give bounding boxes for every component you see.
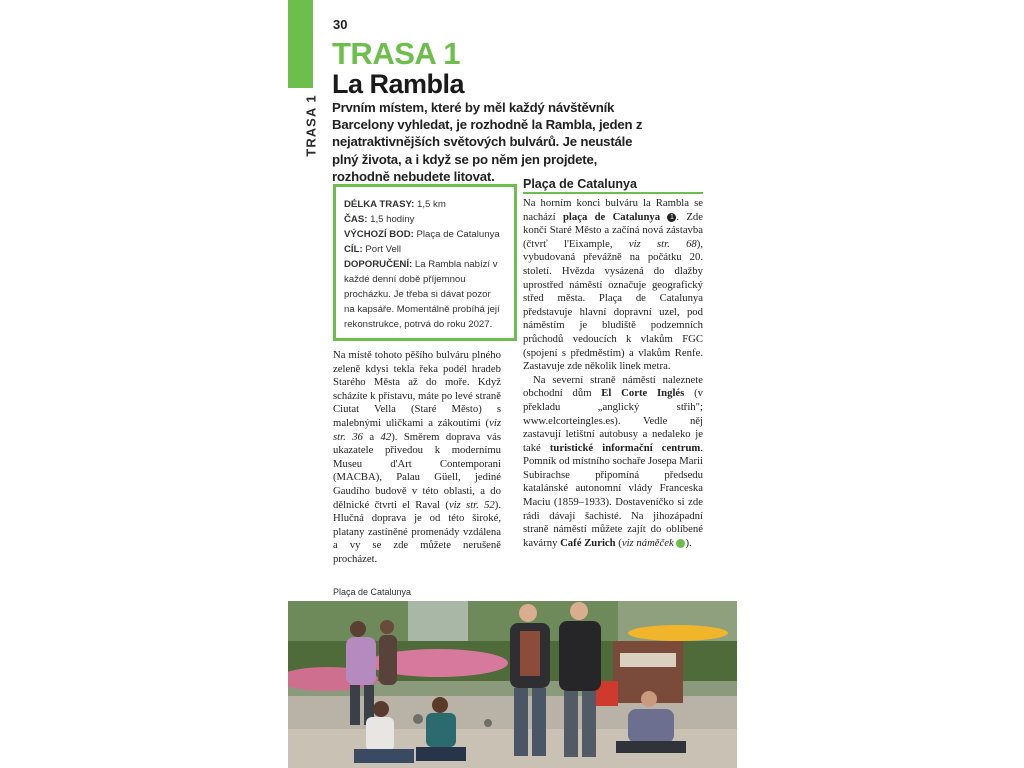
- left-column-text: [333, 349, 501, 567]
- plaza-photo: [288, 601, 737, 768]
- section-paragraph-1: Na horním konci bulváru la Rambla se nachází plaça de Catalunya 1 . Zde končí Staré Město a začíná nová zástavba (čtvrť l'Eixample, viz str. 68), vybudovaná převážně na počátku 20. století. Hvězda vysázená do dlažby uprostřed náměstí označuje geografický střed města. Plaça de Catalunya představuje hlavní dopravní uzel, pod náměstím je bludiště podzemních průchodů vedoucích k vlakům FGC (spojení s předměstím) a vlakům Renfe. Zastavuje zde několik linek metra.: [523, 197, 703, 373]
- chapter-tab: [288, 0, 313, 88]
- section-heading: Plaça de Catalunya: [523, 177, 703, 194]
- route-info-box: [333, 184, 517, 341]
- info-tip: DOPORUČENÍ: La Rambla nabízí v každé denní době příjemnou procházku. Je třeba si dávat pozor na kapsáře. Momentálně probíhá její rekonstrukce, potrvá do roku 2027.: [344, 259, 500, 330]
- left-paragraph: Na místě tohoto pěšího bulváru plného zeleně kdysi tekla řeka podél hradeb Starého Města až do moře. Když scházíte k přístavu, máte po levé straně Ciutat Vella (Staré Město) s malebnými uličkami a zákoutími (viz str. 36 a 42). Směrem doprava vás ukazatele přivedou k modernímu Museu d'Art Contemporani (MACBA), Palau Güell, jediné Gaudího budově v této oblasti, a do dělnické čtvrti el Raval (viz str. 52). Hlučná doprava je od této široké, platany zastíněné promenády vzdálena a vy se zde můžete nerušeně procházet.: [333, 349, 502, 565]
- right-column-text: [523, 197, 703, 550]
- page-number: 30: [333, 17, 348, 32]
- route-number: TRASA 1: [332, 36, 460, 71]
- section-paragraph-2: Na severní straně náměstí naleznete obchodní dům El Corte Inglés (v překladu „anglický střih"; www.elcorteingles.es). Vedle něj zastavují letištní autobusy a nedaleko je také turistické informační centrum. Pomník od místního sochaře Josepa Marii Subirachse připomíná předsedu katalánské autonomní vlády Franceska Maciu (1859–1933). Dostaveníčko si zde rádi dávají šachisté. Na jihozápadní straně náměstí můžete zajít do oblíbené kavárny Café Zurich (viz náměček ).: [523, 373, 704, 549]
- lead-paragraph: Prvním místem, které by měl každý návštěvník Barcelony vyhledat, je rozhodně la Rambla, jeden z nejatraktivnějších světových bulvárů. Je neustále plný života, a i když se po něm jen projdete, rozhodně nebudete litovat.: [332, 100, 643, 184]
- photo-caption: Plaça de Catalunya: [333, 587, 412, 597]
- info-length: DÉLKA TRASY: 1,5 km: [344, 199, 446, 210]
- info-start: VÝCHOZÍ BOD: Plaça de Catalunya: [344, 229, 500, 240]
- side-label: TRASA 1: [303, 94, 319, 157]
- info-end: CÍL: Port Vell: [344, 244, 402, 255]
- route-title: La Rambla: [332, 69, 465, 99]
- info-time: ČAS: 1,5 hodiny: [344, 214, 415, 225]
- map-marker-1-icon: 1: [667, 213, 676, 222]
